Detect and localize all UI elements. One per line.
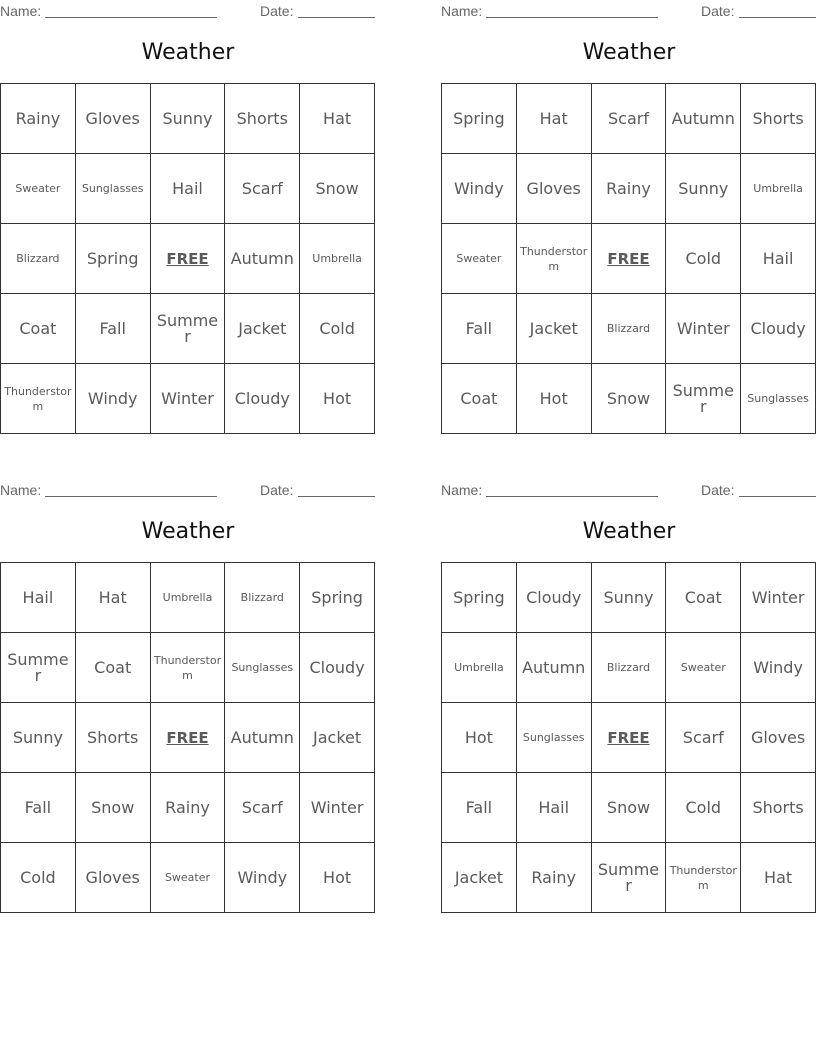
free-space-cell[interactable]: FREE — [592, 703, 667, 773]
name-label: Name: — [441, 3, 483, 19]
bingo-cell[interactable]: Cloudy — [741, 294, 816, 364]
bingo-cell[interactable]: Snow — [300, 154, 375, 224]
bingo-cell[interactable]: Coat — [76, 633, 151, 703]
bingo-cell[interactable]: Gloves — [517, 154, 592, 224]
bingo-cell[interactable]: Jacket — [225, 294, 300, 364]
date-label: Date: — [701, 3, 735, 19]
bingo-cell[interactable]: Coat — [666, 563, 741, 633]
card-header — [441, 3, 816, 21]
bingo-cell[interactable]: Sweater — [1, 154, 76, 224]
bingo-cell[interactable]: Windy — [76, 364, 151, 434]
bingo-cell[interactable]: Cold — [666, 773, 741, 843]
bingo-cell[interactable]: Summer — [151, 294, 226, 364]
date-field-line[interactable] — [298, 496, 375, 497]
bingo-cell[interactable]: Cold — [1, 843, 76, 913]
bingo-cell[interactable]: Winter — [666, 294, 741, 364]
bingo-cell[interactable]: Hot — [300, 843, 375, 913]
bingo-cell[interactable]: Shorts — [76, 703, 151, 773]
bingo-cell[interactable]: Sweater — [666, 633, 741, 703]
bingo-cell[interactable]: Spring — [442, 84, 517, 154]
bingo-cell[interactable]: Gloves — [741, 703, 816, 773]
name-label: Name: — [441, 482, 483, 498]
bingo-cell[interactable]: Coat — [1, 294, 76, 364]
bingo-cell[interactable]: Shorts — [741, 84, 816, 154]
bingo-cell[interactable]: Sunny — [592, 563, 667, 633]
bingo-cell[interactable]: Hat — [741, 843, 816, 913]
bingo-cell[interactable]: Umbrella — [300, 224, 375, 294]
bingo-cell[interactable]: Fall — [442, 294, 517, 364]
bingo-cell[interactable]: Windy — [442, 154, 517, 224]
bingo-cell[interactable]: Sunglasses — [76, 154, 151, 224]
bingo-cell[interactable]: Scarf — [225, 154, 300, 224]
bingo-cell[interactable]: Scarf — [225, 773, 300, 843]
bingo-cell[interactable]: Cloudy — [517, 563, 592, 633]
bingo-cell[interactable]: Winter — [151, 364, 226, 434]
bingo-cell[interactable]: Hail — [1, 563, 76, 633]
bingo-cell[interactable]: Spring — [442, 563, 517, 633]
free-space-cell[interactable]: FREE — [151, 224, 226, 294]
bingo-cell[interactable]: Fall — [442, 773, 517, 843]
name-field-line[interactable] — [45, 17, 217, 18]
bingo-cell[interactable]: Hail — [517, 773, 592, 843]
name-field-line[interactable] — [45, 496, 217, 497]
bingo-cell[interactable]: Summer — [592, 843, 667, 913]
bingo-cell[interactable]: Cloudy — [300, 633, 375, 703]
bingo-cell[interactable]: Sunglasses — [741, 364, 816, 434]
bingo-cell[interactable]: Snow — [592, 773, 667, 843]
card-header — [0, 482, 376, 500]
bingo-cell[interactable]: Rainy — [517, 843, 592, 913]
bingo-cell[interactable]: Scarf — [592, 84, 667, 154]
bingo-grid — [0, 562, 375, 913]
bingo-grid — [441, 83, 816, 434]
bingo-card — [0, 479, 376, 914]
bingo-cell[interactable]: Rainy — [151, 773, 226, 843]
bingo-cell[interactable]: Cold — [666, 224, 741, 294]
date-label: Date: — [260, 3, 294, 19]
bingo-cell[interactable]: Cloudy — [225, 364, 300, 434]
bingo-cell[interactable]: Sunny — [151, 84, 226, 154]
bingo-card — [441, 479, 816, 914]
card-title: Weather — [141, 40, 235, 65]
bingo-cell[interactable]: Sweater — [151, 843, 226, 913]
bingo-grid — [0, 83, 375, 434]
bingo-cell[interactable]: Autumn — [225, 703, 300, 773]
bingo-cell[interactable]: Sunglasses — [225, 633, 300, 703]
bingo-cell[interactable]: Hot — [517, 364, 592, 434]
bingo-cell[interactable]: Winter — [741, 563, 816, 633]
date-field-line[interactable] — [298, 17, 375, 18]
bingo-cell[interactable]: Hot — [300, 364, 375, 434]
bingo-cell[interactable]: Hail — [741, 224, 816, 294]
bingo-cell[interactable]: Fall — [1, 773, 76, 843]
bingo-cell[interactable]: Snow — [592, 364, 667, 434]
free-space-cell[interactable]: FREE — [592, 224, 667, 294]
bingo-cell[interactable]: Autumn — [225, 224, 300, 294]
bingo-cell[interactable]: Scarf — [666, 703, 741, 773]
card-title: Weather — [582, 40, 676, 65]
date-field-line[interactable] — [739, 496, 816, 497]
bingo-cell[interactable]: Jacket — [517, 294, 592, 364]
bingo-cell[interactable]: Sunny — [1, 703, 76, 773]
bingo-cell[interactable]: Jacket — [442, 843, 517, 913]
bingo-cell[interactable]: Hat — [517, 84, 592, 154]
bingo-cell[interactable]: Umbrella — [151, 563, 226, 633]
bingo-cell[interactable]: Thunderstorm — [151, 633, 226, 703]
card-header — [441, 482, 816, 500]
bingo-cell[interactable]: Winter — [300, 773, 375, 843]
bingo-cell[interactable]: Windy — [741, 633, 816, 703]
bingo-cell[interactable]: Gloves — [76, 843, 151, 913]
date-label: Date: — [260, 482, 294, 498]
bingo-cell[interactable]: Umbrella — [442, 633, 517, 703]
bingo-card — [0, 0, 376, 435]
bingo-cell[interactable]: Hat — [76, 563, 151, 633]
date-field-line[interactable] — [739, 17, 816, 18]
card-title: Weather — [582, 519, 676, 544]
bingo-cell[interactable]: Blizzard — [592, 294, 667, 364]
bingo-cell[interactable]: Fall — [76, 294, 151, 364]
bingo-cell[interactable]: Shorts — [741, 773, 816, 843]
bingo-cell[interactable]: Spring — [76, 224, 151, 294]
bingo-cell[interactable]: Coat — [442, 364, 517, 434]
name-label: Name: — [0, 3, 42, 19]
bingo-cell[interactable]: Blizzard — [1, 224, 76, 294]
free-space-cell[interactable]: FREE — [151, 703, 226, 773]
bingo-cell[interactable]: Rainy — [1, 84, 76, 154]
bingo-grid — [441, 562, 816, 913]
card-title: Weather — [141, 519, 235, 544]
bingo-cell[interactable]: Spring — [300, 563, 375, 633]
bingo-cell[interactable]: Shorts — [225, 84, 300, 154]
bingo-cell[interactable]: Sunglasses — [517, 703, 592, 773]
bingo-cell[interactable]: Sweater — [442, 224, 517, 294]
bingo-card — [441, 0, 816, 435]
name-field-line[interactable] — [486, 17, 658, 18]
bingo-cell[interactable]: Thunderstorm — [1, 364, 76, 434]
bingo-cell[interactable]: Hot — [442, 703, 517, 773]
bingo-cell[interactable]: Jacket — [300, 703, 375, 773]
bingo-cell[interactable]: Hail — [151, 154, 226, 224]
bingo-cell[interactable]: Autumn — [666, 84, 741, 154]
bingo-cell[interactable]: Sunny — [666, 154, 741, 224]
bingo-cell[interactable]: Thunderstorm — [517, 224, 592, 294]
name-field-line[interactable] — [486, 496, 658, 497]
bingo-cell[interactable]: Hat — [300, 84, 375, 154]
bingo-cell[interactable]: Summer — [666, 364, 741, 434]
bingo-cell[interactable]: Autumn — [517, 633, 592, 703]
card-header — [0, 3, 376, 21]
bingo-cell[interactable]: Umbrella — [741, 154, 816, 224]
bingo-cell[interactable]: Windy — [225, 843, 300, 913]
bingo-cell[interactable]: Gloves — [76, 84, 151, 154]
name-label: Name: — [0, 482, 42, 498]
bingo-cell[interactable]: Rainy — [592, 154, 667, 224]
bingo-cell[interactable]: Summer — [1, 633, 76, 703]
date-label: Date: — [701, 482, 735, 498]
bingo-cell[interactable]: Blizzard — [592, 633, 667, 703]
bingo-cell[interactable]: Thunderstorm — [666, 843, 741, 913]
bingo-cell[interactable]: Blizzard — [225, 563, 300, 633]
bingo-cell[interactable]: Cold — [300, 294, 375, 364]
bingo-cell[interactable]: Snow — [76, 773, 151, 843]
